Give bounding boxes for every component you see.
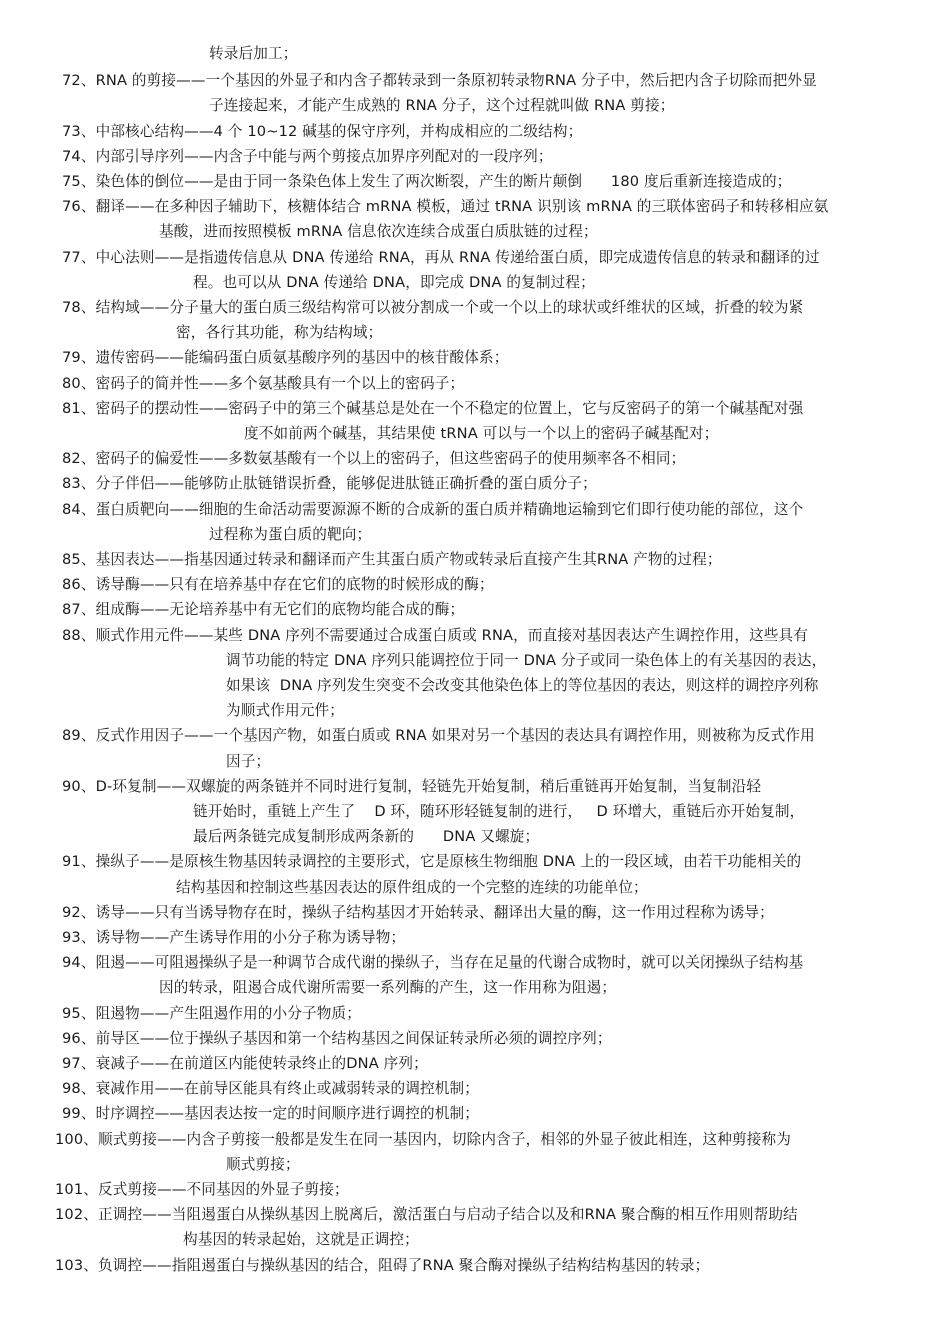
text-line: 95、阻遏物——产生阻遏作用的小分子物质； [62,1005,362,1022]
text-line: 76、翻译——在多种因子辅助下，核糖体结合 mRNA 模板，通过 tRNA 识别该 mRNA 的三联体密码子和转移相应氨 [62,198,829,215]
text-line: 度不如前两个碱基，其结果使 tRNA 可以与一个以上的密码子碱基配对； [244,425,719,442]
text-line: 构基因的转录起始，这就是正调控； [183,1231,419,1248]
text-line: 79、遗传密码——能编码蛋白质氨基酸序列的基因中的核苷酸体系； [62,349,509,366]
text-line: 81、密码子的摆动性——密码子中的第三个碱基总是处在一个不稳定的位置上，它与反密码子的第一个碱基配对强 [62,400,804,417]
text-line: 86、诱导酶——只有在培养基中存在它们的底物的时候形成的酶； [62,576,494,593]
text-line: 96、前导区——位于操纵子基因和第一个结构基因之间保证转录所必须的调控序列； [62,1030,612,1047]
text-line: 93、诱导物——产生诱导作用的小分子称为诱导物； [62,929,406,946]
text-line: 83、分子伴侣——能够防止肽链错误折叠，能够促进肽链正确折叠的蛋白质分子； [62,475,597,492]
text-line: 74、内部引导序列——内含子中能与两个剪接点加界序列配对的一段序列； [62,148,553,165]
text-line: 程。也可以从 DNA 传递给 DNA，即完成 DNA 的复制过程； [193,274,595,291]
text-line: 转录后加工； [209,45,298,62]
text-line: 103、负调控——指阻遏蛋白与操纵基因的结合，阻碍了RNA 聚合酶对操纵子结构结构基因的转录； [55,1257,710,1274]
text-line: 85、基因表达——指基因通过转录和翻译而产生其蛋白质产物或转录后直接产生其RNA 产物的过程； [62,551,722,568]
text-line: 88、顺式作用元件——某些 DNA 序列不需要通过合成蛋白质或 RNA，而直接对基因表达产生调控作用，这些具有 [62,627,809,644]
text-line: 89、反式作用因子——一个基因产物，如蛋白质或 RNA 如果对另一个基因的表达具有调控作用，则被称为反式作用 [62,727,815,744]
text-line: 结构基因和控制这些基因表达的原件组成的一个完整的连续的功能单位； [176,879,648,896]
text-line: 如果该 DNA 序列发生突变不会改变其他染色体上的等位基因的表达，则这样的调控序列称 [226,677,819,694]
text-line: 链开始时，重链上产生了 D 环，随环形轻链复制的进行， D 环增大，重链后亦开始复制， [193,803,805,820]
text-line: 78、结构域——分子量大的蛋白质三级结构常可以被分割成一个或一个以上的球状或纤维状的区域，折叠的较为紧 [62,299,804,316]
text-line: 97、衰减子——在前道区内能使转录终止的DNA 序列； [62,1055,428,1072]
text-line: 密，各行其功能，称为结构域； [176,324,383,341]
text-line: 84、蛋白质靶向——细胞的生命活动需要源源不断的合成新的蛋白质并精确地运输到它们即行使功能的部位，这个 [62,501,804,518]
text-line: 顺式剪接； [226,1156,300,1173]
text-line: 98、衰减作用——在前导区能具有终止或减弱转录的调控机制； [62,1080,479,1097]
text-line: 102、正调控——当阻遏蛋白从操纵基因上脱离后，激活蛋白与启动子结合以及和RNA 聚合酶的相互作用则帮助结 [55,1206,798,1223]
text-line: 因的转录，阻遏合成代谢所需要一系列酶的产生，这一作用称为阻遏； [159,979,617,996]
text-line: 75、染色体的倒位——是由于同一条染色体上发生了两次断裂，产生的断片颠倒 180 度后重新连接造成的； [62,173,792,190]
text-line: 87、组成酶——无论培养基中有无它们的底物均能合成的酶； [62,601,465,618]
text-line: 99、时序调控——基因表达按一定的时间顺序进行调控的机制； [62,1105,479,1122]
text-line: 72、RNA 的剪接——一个基因的外显子和内含子都转录到一条原初转录物RNA 分子中，然后把内含子切除而把外显 [62,72,817,89]
text-line: 91、操纵子——是原核生物基因转录调控的主要形式，它是原核生物细胞 DNA 上的一段区域，由若干功能相关的 [62,853,802,870]
text-line: 基酸，进而按照模板 mRNA 信息依次连续合成蛋白质肽链的过程； [159,223,598,240]
text-line: 最后两条链完成复制形成两条新的 DNA 又螺旋； [193,828,540,845]
text-line: 子连接起来，才能产生成熟的 RNA 分子，这个过程就叫做 RNA 剪接； [209,97,675,114]
text-line: 82、密码子的偏爱性——多数氨基酸有一个以上的密码子，但这些密码子的使用频率各不相同； [62,450,686,467]
text-line: 73、中部核心结构——4 个 10~12 碱基的保守序列，并构成相应的二级结构； [62,123,583,140]
text-line: 94、阻遏——可阻遏操纵子是一种调节合成代谢的操纵子，当存在足量的代谢合成物时，就可以关闭操纵子结构基 [62,954,804,971]
text-line: 90、D-环复制——双螺旋的两条链并不同时进行复制，轻链先开始复制，稍后重链再开始复制，当复制沿轻 [62,778,762,795]
text-line: 为顺式作用元件； [226,702,344,719]
text-line: 过程称为蛋白质的靶向； [209,526,372,543]
text-line: 因子； [226,753,271,770]
text-line: 77、中心法则——是指遗传信息从 DNA 传递给 RNA，再从 RNA 传递给蛋白质，即完成遗传信息的转录和翻译的过 [62,249,820,266]
text-line: 调节功能的特定 DNA 序列只能调控位于同一 DNA 分子或同一染色体上的有关基因的表达， [226,652,827,669]
text-line: 80、密码子的简并性——多个氨基酸具有一个以上的密码子； [62,375,465,392]
text-line: 101、反式剪接——不同基因的外显子剪接； [55,1181,349,1198]
text-line: 100、顺式剪接——内含子剪接一般都是发生在同一基因内，切除内含子，相邻的外显子彼此相连，这种剪接称为 [55,1131,792,1148]
text-line: 92、诱导——只有当诱导物存在时，操纵子结构基因才开始转录、翻译出大量的酶，这一作用过程称为诱导； [62,904,774,921]
